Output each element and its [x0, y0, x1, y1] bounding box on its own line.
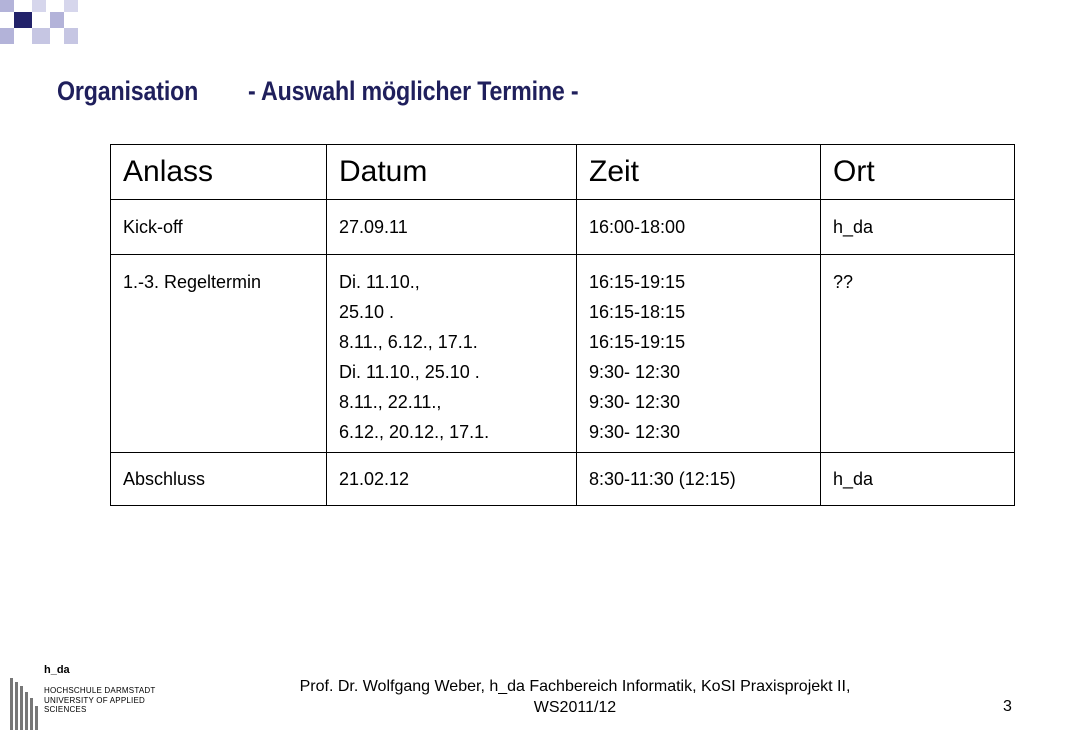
cell-zeit [577, 255, 821, 453]
footer [250, 676, 900, 718]
title-subtitle: - Auswahl möglicher Termine - [248, 76, 579, 106]
cell-anlass: Kick-off [111, 200, 327, 255]
header-anlass: Anlass [111, 145, 327, 200]
zeit-line: 16:15-19:15 [589, 332, 686, 352]
logo-line-2: UNIVERSITY OF APPLIED SCIENCES [44, 696, 145, 714]
footer-line-1: Prof. Dr. Wolfgang Weber, h_da Fachbereich Informatik, KoSI Praxisprojekt II, [299, 678, 851, 695]
datum-line: 6.12., 20.12., 17.1. [339, 422, 490, 442]
page-number: 3 [1003, 698, 1012, 715]
zeit-line: 9:30- 12:30 [589, 392, 681, 412]
cell-ort: ?? [821, 255, 1015, 453]
logo-mark: h_da [44, 664, 70, 676]
datum-line: 25.10 . [339, 302, 395, 322]
cell-datum [327, 453, 577, 506]
cell-ort: h_da [821, 200, 1015, 255]
slide-title [57, 76, 578, 107]
datum-line: 21.02.12 [339, 469, 410, 489]
datum-line: 8.11., 6.12., 17.1. [339, 332, 478, 352]
cell-datum [327, 255, 577, 453]
university-logo [6, 664, 181, 734]
cell-anlass: 1.-3. Regeltermin [111, 255, 327, 453]
cell-datum [327, 200, 577, 255]
table-row [111, 200, 1015, 255]
cell-zeit [577, 453, 821, 506]
title-main: Organisation [57, 76, 199, 106]
table-header-row [111, 145, 1015, 200]
logo-bars-icon [10, 678, 42, 730]
zeit-line: 9:30- 12:30 [589, 362, 681, 382]
schedule-table [110, 144, 1015, 506]
footer-line-2: WS2011/12 [533, 699, 617, 716]
header-datum: Datum [327, 145, 577, 200]
zeit-line: 16:15-18:15 [589, 302, 686, 322]
header-zeit: Zeit [577, 145, 821, 200]
header-ort: Ort [821, 145, 1015, 200]
cell-ort: h_da [821, 453, 1015, 506]
zeit-line: 8:30-11:30 (12:15) [589, 469, 736, 489]
zeit-line: 16:00-18:00 [589, 217, 686, 237]
datum-line: Di. 11.10., [339, 272, 420, 292]
table-row [111, 453, 1015, 506]
datum-line: 27.09.11 [339, 217, 408, 237]
zeit-line: 9:30- 12:30 [589, 422, 681, 442]
datum-line: Di. 11.10., 25.10 . [339, 362, 480, 382]
datum-line: 8.11., 22.11., [339, 392, 442, 412]
zeit-line: 16:15-19:15 [589, 272, 686, 292]
cell-zeit [577, 200, 821, 255]
table-row [111, 255, 1015, 453]
cell-anlass: Abschluss [111, 453, 327, 506]
logo-line-1: HOCHSCHULE DARMSTADT [44, 686, 156, 695]
